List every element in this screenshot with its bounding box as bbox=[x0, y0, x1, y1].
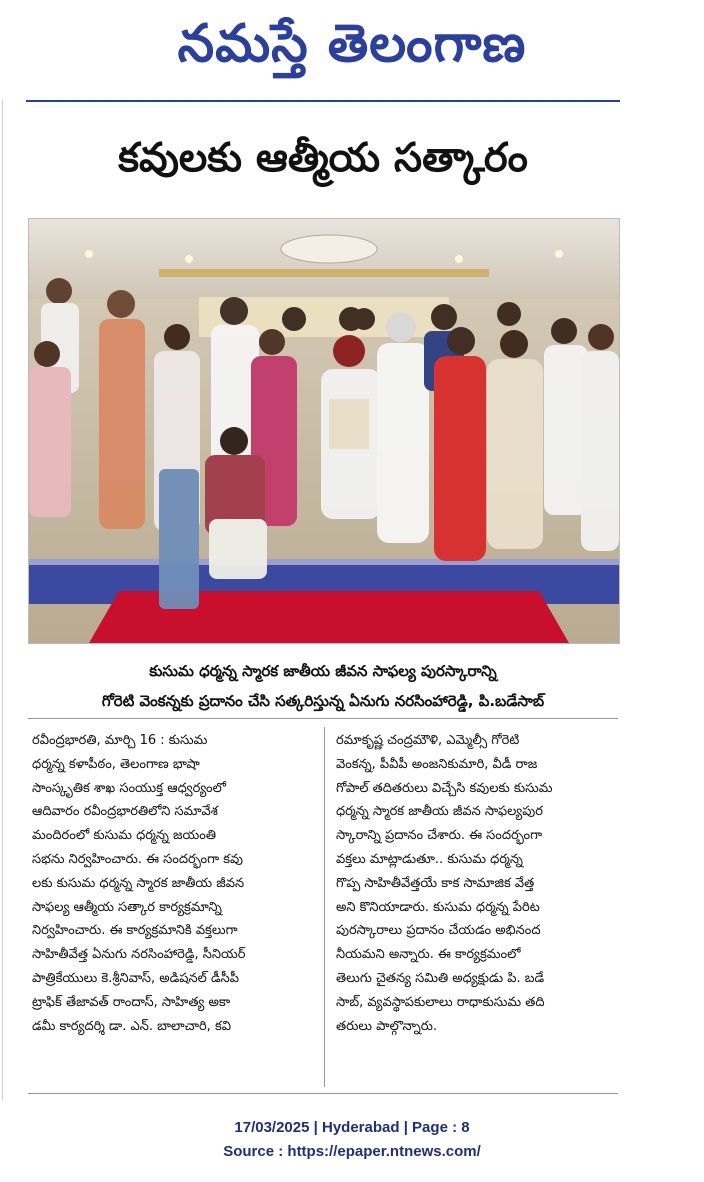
article-line: సభను నిర్వహించారు. ఈ సందర్భంగా కవు bbox=[32, 851, 243, 867]
article-line: పాత్రికేయులు కె.శ్రీనివాస్, అడిషనల్ డీసీపీ bbox=[32, 970, 239, 986]
article-line: సాబ్, వ్యవస్థాపకులాలు రాధాకుసుమ తది bbox=[336, 994, 545, 1010]
article-line: సాహితీవేత్త ఏనుగు నరసింహారెడ్డి, సీనియర్ bbox=[32, 947, 246, 963]
edition-info: 17/03/2025 | Hyderabad | Page : 8 bbox=[234, 1119, 470, 1136]
article-line: అని కొనియాడారు. కుసుమ ధర్మన్న పేరిట bbox=[336, 899, 540, 915]
photo-caption bbox=[28, 656, 618, 716]
newspaper-logo: నమస్తే తెలంగాణ bbox=[177, 13, 527, 74]
article-line: రవీంద్రభారతి, మార్చి 16 : కుసుమ bbox=[32, 733, 208, 748]
page-footer bbox=[0, 1116, 704, 1164]
article-line: సాంస్కృతిక శాఖ సంయుక్త ఆధ్వర్యంలో bbox=[32, 780, 226, 796]
article-line: లకు కుసుమ ధర్మన్న స్మారక జాతీయ జీవన bbox=[32, 875, 245, 891]
article-line: నిర్వహించారు. ఈ కార్యక్రమానికి వక్తలుగా bbox=[32, 923, 238, 939]
article-line: ఆదివారం రవీంద్రభారతిలోని సమావేశ bbox=[32, 804, 218, 820]
article-line: తెలుగు చైతన్య సమితి అధ్యక్షుడు పి. బడే bbox=[336, 970, 545, 986]
article-line: తరులు పాల్గొన్నారు. bbox=[336, 1018, 438, 1034]
article-line: మందిరంలో కుసుమ ధర్మన్న జయంతి bbox=[32, 828, 216, 844]
page-edge-rule bbox=[2, 100, 3, 1100]
article-column-right bbox=[336, 729, 614, 1038]
source-link[interactable]: Source : https://epaper.ntnews.com/ bbox=[223, 1143, 481, 1160]
article-line: నీయమని అన్నారు. ఈ కార్యక్రమంలో bbox=[336, 947, 521, 963]
article-line: వెంకన్న, పీవీపీ అంజనికుమారి, వీడీ రాజ bbox=[336, 756, 538, 772]
caption-line-2: గోరెటి వెంకన్నకు ప్రదానం చేసి సత్కరిస్తున్న ఏనుగు నరసింహారెడ్డి, పి.బడేసాబ్ bbox=[101, 692, 545, 710]
article-body bbox=[28, 718, 618, 1094]
article-line: రమాకృష్ణ చంద్రమౌళి, ఎమ్మెల్సీ గోరెటి bbox=[336, 733, 520, 748]
article-line: డమీ కార్యదర్శి డా. ఎన్. బాలాచారి, కవి bbox=[32, 1018, 231, 1034]
column-divider bbox=[324, 727, 325, 1087]
article-headline: కవులకు ఆత్మీయ సత్కారం bbox=[118, 135, 528, 181]
article-line: గొప్ప సాహితీవేత్తయే కాక సామాజిక వేత్త bbox=[336, 875, 535, 891]
article-line: సాఫల్య ఆత్మీయ సత్కార కార్యక్రమాన్ని bbox=[32, 899, 222, 915]
article-column-left bbox=[32, 729, 310, 1038]
article-line: ధర్మన్న కళాపీఠం, తెలంగాణ భాషా bbox=[32, 756, 200, 772]
article-line: పురస్కారాలు ప్రదానం చేయడం అభినంద bbox=[336, 923, 541, 939]
article-line: స్కారాన్ని ప్రదానం చేశారు. ఈ సందర్భంగా bbox=[336, 828, 543, 844]
article-line: ట్రాఫిక్ తేజావత్ రాందాస్, సాహిత్య అకా bbox=[32, 994, 231, 1010]
article-line: వక్తలు మాట్లాడుతూ.. కుసుమ ధర్మన్న bbox=[336, 851, 523, 867]
article-line: ధర్మన్న స్మారక జాతీయ జీవన సాఫల్యపుర bbox=[336, 804, 543, 820]
masthead bbox=[0, 0, 704, 100]
caption-line-1: కుసుమ ధర్మన్న స్మారక జాతీయ జీవన సాఫల్య పురస్కారాన్ని bbox=[149, 662, 497, 680]
article-photo bbox=[28, 218, 620, 644]
masthead-divider bbox=[26, 100, 620, 102]
article-line: గోపాల్ తదితరులు విచ్చేసి కవులకు కుసుమ bbox=[336, 780, 553, 796]
